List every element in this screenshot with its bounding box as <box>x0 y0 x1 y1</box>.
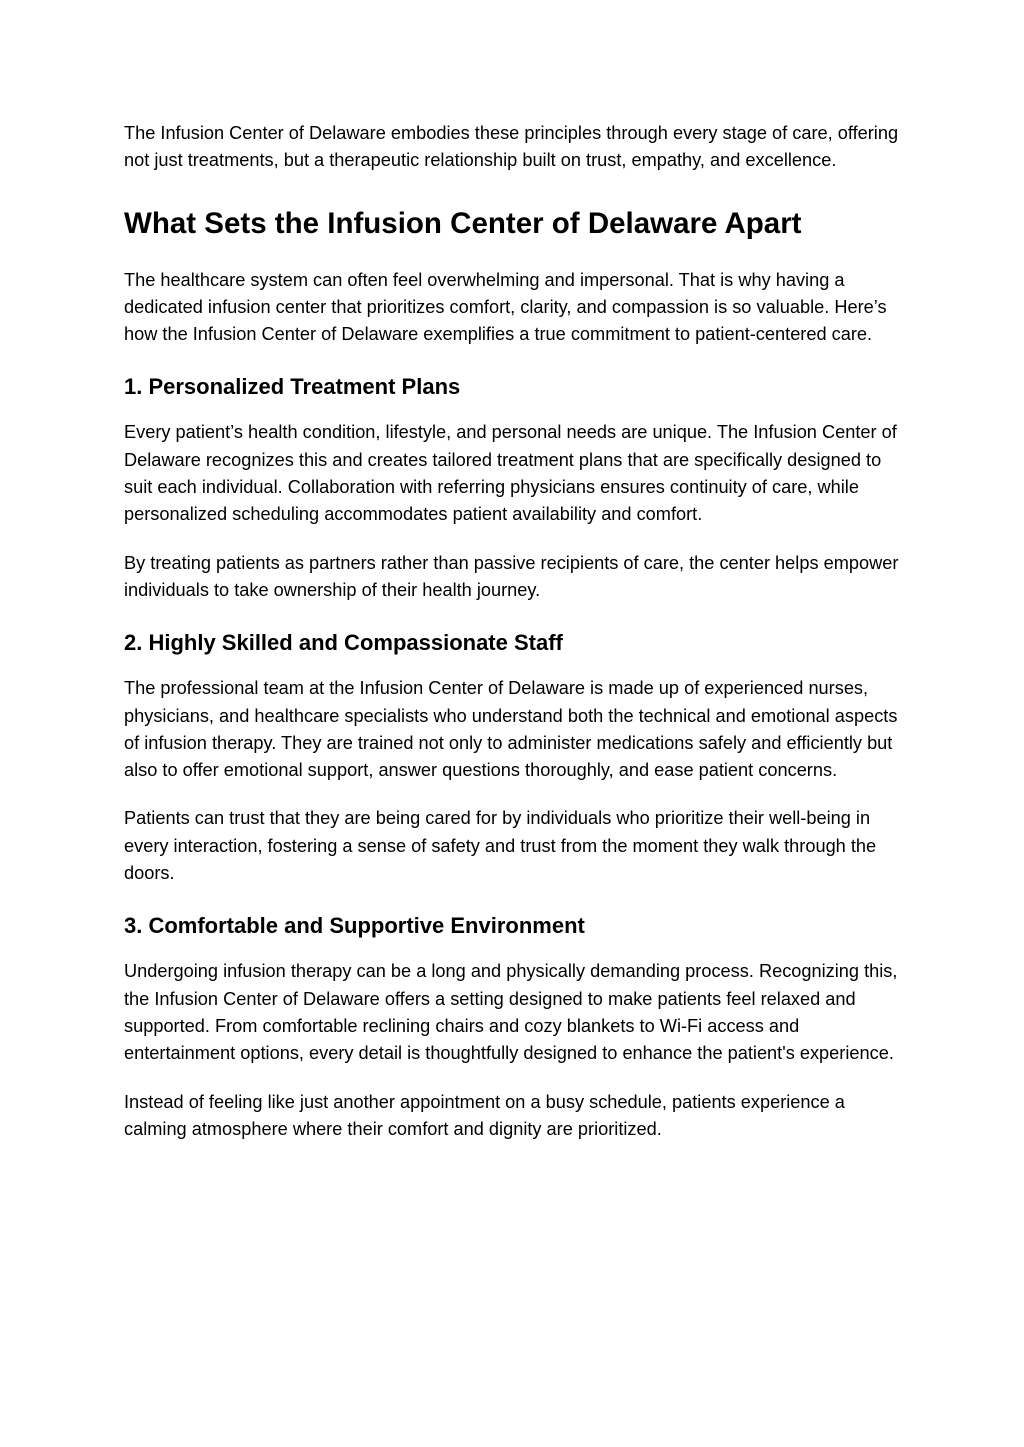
subsection-title-skilled-staff: 2. Highly Skilled and Compassionate Staff <box>124 630 563 656</box>
subsection-title-personalized-treatment: 1. Personalized Treatment Plans <box>124 374 461 400</box>
heading-paragraph: The healthcare system can often feel overwhelming and impersonal. That is why having a dedicated infusion center that prioritizes comfort, clarity, and compassion is so valuable. Here’s how the Infusion Center of Delaware exemplifies a true commitment to patient-centered care. <box>124 269 887 345</box>
subsection-title-supportive-environment: 3. Comfortable and Supportive Environment <box>124 913 585 939</box>
paragraph: Instead of feeling like just another appointment on a busy schedule, patients experience a calming atmosphere where their comfort and dignity are prioritized. <box>124 1091 845 1139</box>
paragraph: Undergoing infusion therapy can be a long and physically demanding process. Recognizing this, the Infusion Center of Delaware offers a setting designed to make patients feel relaxed and supported. From comfortable reclining chairs and cozy blankets to Wi-Fi access and entertainment options, every detail is thoughtfully designed to enhance the patient's experience. <box>124 961 898 1064</box>
document-page <box>124 120 906 1143</box>
paragraph: By treating patients as partners rather than passive recipients of care, the center helps empower individuals to take ownership of their health journey. <box>124 552 899 600</box>
paragraph: Patients can trust that they are being cared for by individuals who prioritize their well-being in every interaction, fostering a sense of safety and trust from the moment they walk through the doors. <box>124 808 877 884</box>
paragraph: Every patient’s health condition, lifestyle, and personal needs are unique. The Infusion Center of Delaware recognizes this and creates tailored treatment plans that are specifically designed to suit each individual. Collaboration with referring physicians ensures continuity of care, while personalized scheduling accommodates patient availability and comfort. <box>124 422 897 525</box>
paragraph: The professional team at the Infusion Center of Delaware is made up of experienced nurses, physicians, and healthcare specialists who understand both the technical and emotional aspects of infusion therapy. They are trained not only to administer medications safely and efficiently but also to offer emotional support, answer questions thoroughly, and ease patient concerns. <box>124 678 898 781</box>
intro-paragraph: The Infusion Center of Delaware embodies these principles through every stage of care, offering not just treatments, but a therapeutic relationship built on trust, empathy, and excellence. <box>124 123 899 171</box>
section-heading: What Sets the Infusion Center of Delaware Apart <box>124 206 802 240</box>
